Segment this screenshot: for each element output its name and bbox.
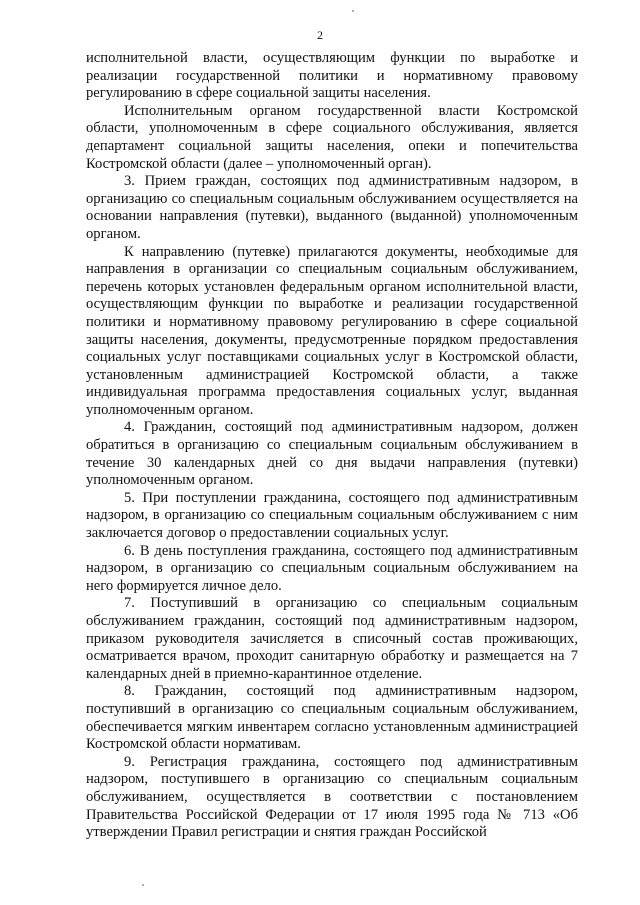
- paragraph-item-3: 3. Прием граждан, состоящих под административным надзором, в организацию со специальным социальным обслуживанием осуществляется на основании направления (путевки), выданного (выданной) уполномоченным органом.: [86, 173, 578, 242]
- paragraph-item-9: 9. Регистрация гражданина, состоящего под административным надзором, поступившего в организацию со специальным социальным обслуживанием, осуществляется в соответствии с постановлением Правительства Российской Федерации от 17 июля 1995 года № 713 «Об утверждении Правил регистрации и снятия граждан Российской: [86, 753, 578, 841]
- paragraph-continuation: исполнительной власти, осуществляющим функции по выработке и реализации государственной политики и нормативному правовому регулированию в сфере социальной защиты населения.: [86, 50, 578, 102]
- paragraph-item-8: 8. Гражданин, состоящий под административным надзором, поступивший в организацию со специальным социальным обслуживанием, обеспечивается мягким инвентарем согласно установленным администрацией Костромской области нормативам.: [86, 683, 578, 753]
- scan-speck: [142, 884, 144, 886]
- paragraph-item-6: 6. В день поступления гражданина, состоящего под административным надзором, в организацию со специальным социальным обслуживанием на него формируется личное дело.: [86, 542, 578, 594]
- paragraph-item-7: 7. Поступивший в организацию со специальным социальным обслуживанием гражданин, состоящий под административным надзором, приказом руководителя зачисляется в списочный состав проживающих, осматривается врачом, проходит санитарную обработку и размещается на 7 календарных дней в приемно-карантинное отделение.: [86, 595, 578, 682]
- scan-speck: [352, 10, 354, 12]
- paragraph-item-4: 4. Гражданин, состоящий под административным надзором, должен обратиться в организацию со специальным социальным обслуживанием в течение 30 календарных дней со дня выдачи направления (путевки) уполномоченным органом.: [86, 419, 578, 489]
- document-body: [86, 50, 578, 842]
- paragraph-item-5: 5. При поступлении гражданина, состоящего под административным надзором, в организацию со специальным социальным обслуживанием с ним заключается договор о предоставлении социальных услуг.: [86, 489, 578, 542]
- paragraph-referral-documents: К направлению (путевке) прилагаются документы, необходимые для направления в организации со специальным социальным обслуживанием, перечень которых установлен федеральным органом исполнительной власти, осуществляющим функции по выработке и реализации государственной политики и нормативному правовому регулированию в сфере социальной защиты населения, документы, предусмотренные порядком предоставления социальных услуг поставщиками социальных услуг в Костромской области, установленным администрацией Костромской области, а также индивидуальная программа предоставления социальных услуг, выданная уполномоченным органом.: [86, 243, 578, 418]
- paragraph-authorized-body: Исполнительным органом государственной власти Костромской области, уполномоченным в сфере социального обслуживания, является департамент социальной защиты населения, опеки и попечительства Костромской области (далее – уполномоченный орган).: [86, 102, 578, 172]
- page-number: 2: [317, 28, 323, 42]
